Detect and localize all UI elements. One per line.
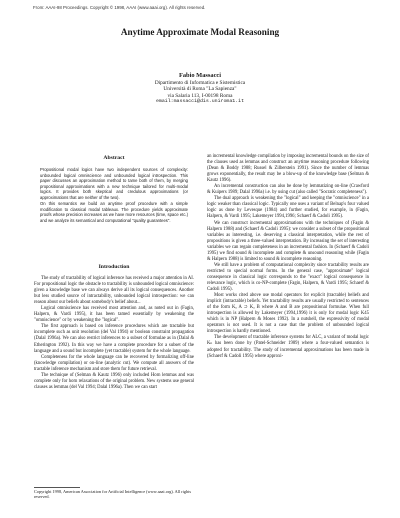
right-column-body: [207, 154, 369, 360]
author-name: Fabio Massacci: [178, 72, 222, 79]
body-paragraph: Logical omniscience has received most attention and, as noted out in (Fagin, Halpern, & Vardi 1995), it has been tamed essentially by weakening the "omniscience" or by weakening the "logical".: [34, 306, 194, 324]
body-paragraph: We can construct incremental approximations with the techniques of (Fagin & Halpern 1988) and (Schaerf & Cadoli 1995): we consider a subset of the propositional variables as interesting, i.e. deserving a classical interpretation, while the rest of propositions is given a three-valued interpretation. By increasing the set of interesting variables we can regain completeness in an incremental fashion. In (Schaerf & Cadoli 1995) we find sound & incomplete and complete & unsound reasoning while (Fagin & Halpern 1988) is limited to sound & incomplete reasoning.: [207, 220, 369, 262]
abstract-heading: Abstract: [103, 155, 125, 161]
body-paragraph: The first approach is based on inference procedures which are tractable but incomplete such as unit resolution (del Val 1994) or boolean constraint propagation (Dalal 1996a). We can also restrict inferences to a subset of formulae as in (Dalal & Etherington 1992). In this way we have a complete procedure for a subset of the language and a sound but incomplete (yet tractable) system for the whole language.: [34, 324, 194, 354]
body-paragraph: Completeness for the whole language can be recovered by formalizing off-line (knowledge compilation) or on-line (analytic cut). We compute all answers of the tractable inference mechanism and store them for future retrieval.: [34, 354, 194, 372]
author-affiliation-1: Dipartimento di Informatica e Sistemistica: [154, 80, 246, 86]
abstract-body: [40, 167, 188, 224]
author-address: via Salaria 113, I-00198 Roma: [167, 92, 233, 99]
body-paragraph: an incremental knowledge compilation by imposing incremental bounds on the size of the clauses used as lemmas and construct an anytime reasoning procedure following (Dean & Boddy 1988; Russel & Zilberstein 1991). Since the number of lemmas grows exponentially, the result may be a blow-up of the knowledge base (Selman & Kautz 1996).: [207, 154, 369, 184]
body-paragraph: The study of tractability of logical inference has received a major attention in AI. For propositional logic the obstacle to tractability is unbounded logical omniscience: given a knowledge base we can always derive all its logical consequences. Another but less studied source of intractability, unbounded logical introspection: we can reason about our beliefs about somebody's belief about...: [34, 276, 194, 306]
footnote-divider: [34, 487, 80, 488]
abstract-paragraph: On this semantics we build an anytime proof procedure with a simple modification to classical modal tableaux. The procedure yields approximate proofs whose precision increases as we have more resources (time, space etc.) and we analyze its semantical and computational "quality guarantees".: [40, 201, 188, 223]
author-email: email:massacci@dis.uniroma1.it: [155, 99, 245, 105]
body-paragraph: An incremental construction can also be done by lemmatizing on-line (Crawford & Kuipers 1989; Dalal 1996a) i.e. by using cut (also called "Socratic completeness").: [207, 184, 369, 196]
footnote: Copyright 1998, American Association for Artificial Intelligence (www.aaai.org). All rights reserved.: [34, 489, 192, 500]
abstract-paragraph: Propositional modal logics have two independent sources of complexity: unbounded logical omniscience and unbounded logical introspection. This paper discusses an approximation method to tame both of them, by merging propositional approximations with a new technique tailored for multi-modal logics. It provides both skeptical and credulous approximations (or approximations that are neither of the two).: [40, 167, 188, 200]
author-affiliation-2: Università di Roma "La Sapienza": [163, 86, 237, 93]
body-paragraph: The dual approach is weakening the "logical" and keeping the "omniscience" in a logic weaker than classical logic. Typically one uses a variant of Belnap's four valued logic as done by Levesque (1984) and further studied, for example, in (Fagin, Halpern, & Vardi 1995; Lakemeyer 1994,1996; Schaerf & Cadoli 1995).: [207, 196, 369, 220]
paper-title: Anytime Approximate Modal Reasoning: [120, 27, 280, 37]
body-paragraph: Most works cited above use modal operators for explicit (tractable) beliefs and implicit (intractable) beliefs. Yet tractability results are usually restricted to sentences of the form Kₐ A ⊃ Kₐ B where A and B are propositional formulae. When full introspection is allowed by Lakemeyer (1994,1996) it is only for modal logic K45 which is in NP (Halpern & Moses 1992). In a nutshell, the expressivity of modal operators is not used. It is not a case that the problem of unbounded logical introspection is hardly mentioned.: [207, 293, 369, 335]
body-paragraph: The technique of (Selman & Kautz 1996) only included Horn lemmas and was complete only for horn relaxations of the original problem. New systems use general clauses as lemmas (del Val 1994; Dalal 1996a). Then we can start: [34, 372, 194, 390]
body-paragraph: We still have a problem of computational complexity since tractability results are restricted to special normal forms. In the general case, "approximate" logical consequence in classical logic corresponds to the "exact" logical consequence in relevance logic, which is co-NP-complete (Fagin, Halpern, & Vardi 1995; Schaerf & Cadoli 1995).: [207, 262, 369, 293]
introduction-heading: Introduction: [98, 264, 130, 270]
introduction-body: [34, 276, 194, 391]
body-paragraph: The development of tractable inference systems for ALC, a variant of modal logic Kₙ has been done by (Patel-Schneider 1989) where a four-valued semantics is adopted for tractability. The study of incremental approximations has been made in (Schaerf & Cadoli 1995) where approxi-: [207, 335, 369, 359]
author-block: [0, 72, 400, 106]
copyright-header: From: AAAI-98 Proceedings. Copyright © 1998, AAAI (www.aaai.org). All rights reserved.: [33, 5, 206, 10]
